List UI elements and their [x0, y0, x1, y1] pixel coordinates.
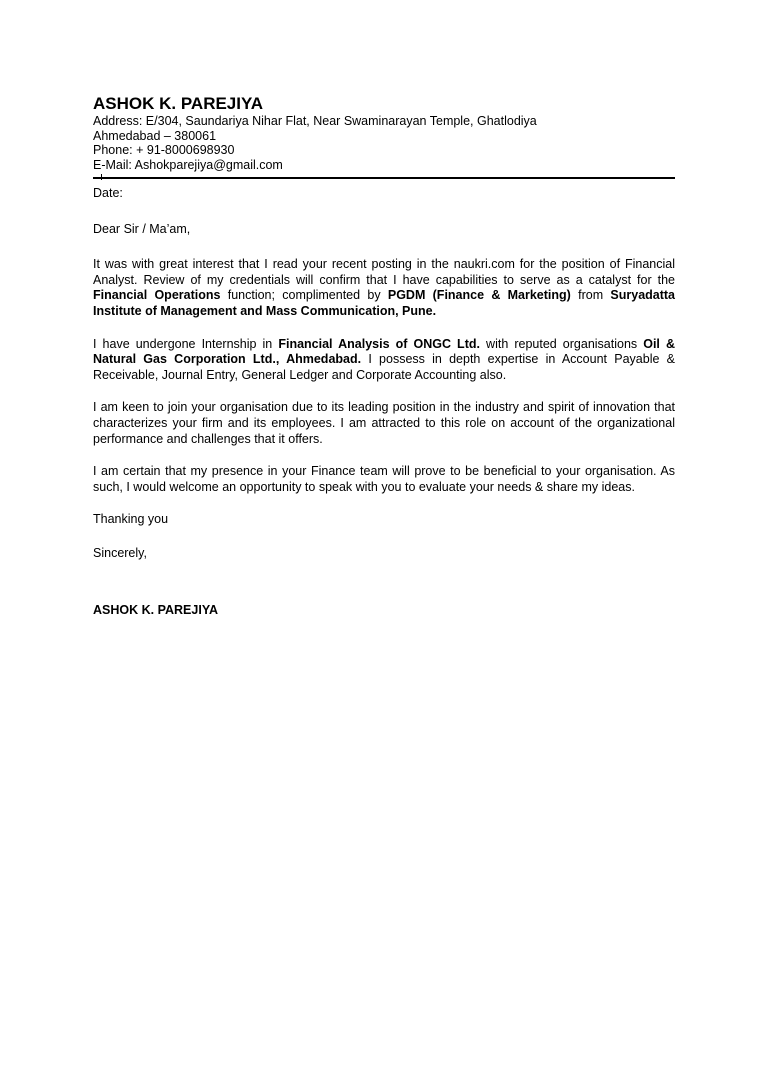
para1-bold-3: Suryadatta Institute of Management and Mass Communication, Pune. [93, 288, 676, 318]
divider-line [93, 177, 675, 179]
para2-text-2: with reputed organisations [479, 336, 644, 351]
sender-name: ASHOK K. PAREJIYA [93, 94, 264, 113]
salutation: Dear Sir / Ma’am, [93, 221, 191, 236]
sender-city: Ahmedabad – 380061 [93, 128, 217, 143]
letter-date: Date: [93, 186, 123, 200]
paragraph-motivation: I am keen to join your organisation due to its leading position in the industry and spirit of innovation that characterizes your firm and its employees. I am attracted to this role on account of the organizational performance and challenges that it offers. [93, 400, 675, 446]
letter-page [93, 94, 675, 618]
para2-bold-2: Oil & Natural Gas Corporation Ltd., Ahmedabad. [93, 336, 676, 367]
signature-name: ASHOK K. PAREJIYA [93, 602, 219, 617]
para1-text-2: function; complimented by [220, 288, 388, 303]
header-divider [93, 174, 675, 182]
para2-bold-1: Financial Analysis of ONGC Ltd. [278, 336, 480, 351]
paragraph-closing: I am certain that my presence in your Finance team will prove to be beneficial to your organisation. As such, I would welcome an opportunity to speak with you to evaluate your needs & share my ideas. [93, 464, 675, 494]
sender-email: E-Mail: Ashokparejiya@gmail.com [93, 157, 283, 172]
para2-text-3: I possess in depth expertise in Account Payable & Receivable, Journal Entry, General Ledger and Corporate Accounting also. [93, 352, 675, 382]
para1-text-1: It was with great interest that I read your recent posting in the naukri.com for the position of Financial Analyst. Review of my credentials will confirm that I have capabilities to serve as a catalyst for the [93, 257, 675, 287]
sender-address: Address: E/304, Saundariya Nihar Flat, Near Swaminarayan Temple, Ghatlodiya [93, 114, 537, 128]
paragraph-interest [93, 257, 675, 319]
closing-line: Sincerely, [93, 545, 147, 560]
sender-phone: Phone: + 91-8000698930 [93, 143, 235, 157]
thanks-line: Thanking you [93, 512, 169, 527]
letterhead [93, 94, 675, 182]
paragraph-internship [93, 337, 675, 384]
para2-text-1: I have undergone Internship in [93, 336, 279, 351]
para1-text-3: from [570, 288, 611, 303]
para1-bold-1: Financial Operations [93, 288, 221, 303]
para1-bold-2: PGDM (Finance & Marketing) [387, 288, 571, 303]
